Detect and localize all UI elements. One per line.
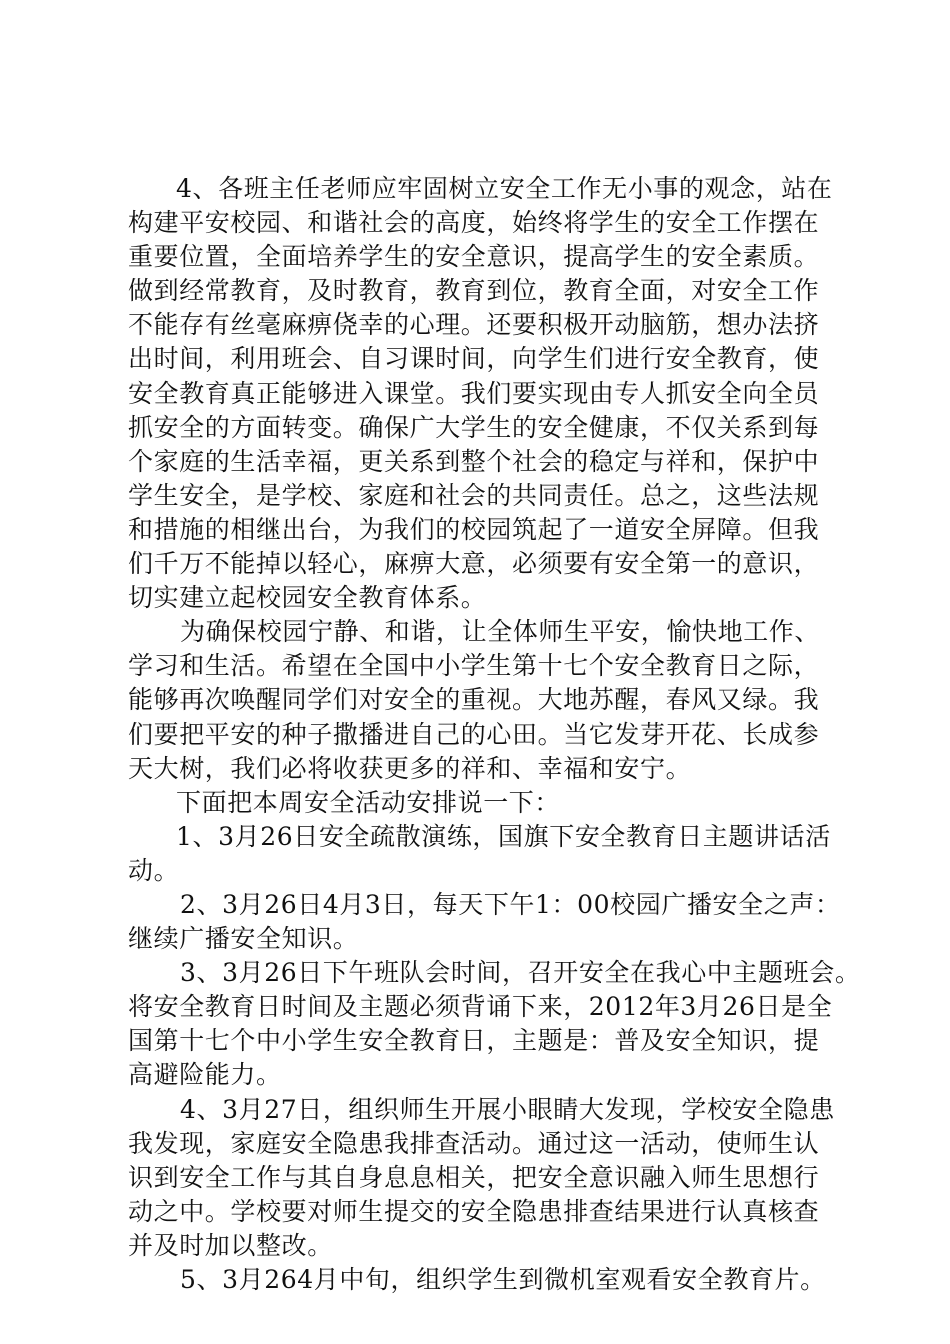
text-line: 1、3月26日安全疏散演练，国旗下安全教育日主题讲话活 bbox=[176, 821, 831, 851]
text-line: 国第十七个中小学生安全教育日，主题是：普及安全知识，提 bbox=[128, 1026, 820, 1056]
text-line: 切实建立起校园安全教育体系。 bbox=[128, 583, 487, 613]
text-line: 4、各班主任老师应牢固树立安全工作无小事的观念，站在 bbox=[176, 174, 833, 203]
text-line: 天大树，我们必将收获更多的祥和、幸福和安宁。 bbox=[128, 753, 692, 783]
text-line: 和措施的相继出台，为我们的校园筑起了一道安全屏障。但我 bbox=[128, 514, 820, 544]
text-line: 安全教育真正能够进入课堂。我们要实现由专人抓安全向全员 bbox=[128, 378, 820, 408]
text-line: 动之中。学校要对师生提交的安全隐患排查结果进行认真核查 bbox=[128, 1196, 820, 1226]
text-line: 能够再次唤醒同学们对安全的重视。大地苏醒，春风又绿。我 bbox=[128, 685, 820, 715]
text-line: 们千万不能掉以轻心，麻痹大意，必须要有安全第一的意识， bbox=[128, 549, 820, 579]
text-line: 3、3月26日下午班队会时间，召开安全在我心中主题班会。 bbox=[180, 958, 861, 988]
text-line: 抓安全的方面转变。确保广大学生的安全健康，不仅关系到每 bbox=[128, 412, 820, 442]
document-body bbox=[128, 172, 861, 1297]
text-line: 出时间，利用班会、自习课时间，向学生们进行安全教育，使 bbox=[128, 344, 820, 374]
text-line: 做到经常教育，及时教育，教育到位，教育全面，对安全工作 bbox=[128, 276, 820, 306]
text-line: 学生安全，是学校、家庭和社会的共同责任。总之，这些法规 bbox=[128, 480, 820, 510]
text-line: 高避险能力。 bbox=[128, 1060, 282, 1090]
text-line: 学习和生活。希望在全国中小学生第十七个安全教育日之际， bbox=[128, 651, 820, 681]
text-line: 为确保校园宁静、和谐，让全体师生平安，愉快地工作、 bbox=[180, 617, 821, 647]
text-line: 识到安全工作与其自身息息相关，把安全意识融入师生思想行 bbox=[128, 1162, 820, 1192]
text-line: 个家庭的生活幸福，更关系到整个社会的稳定与祥和，保护中 bbox=[128, 446, 820, 476]
text-line: 们要把平安的种子撒播进自己的心田。当它发芽开花、长成参 bbox=[128, 719, 820, 749]
text-line: 2、3月26日4月3日，每天下午1：00校园广播安全之声： bbox=[180, 889, 841, 919]
text-line: 动。 bbox=[128, 855, 180, 885]
text-line: 将安全教育日时间及主题必须背诵下来，2012年3月26日是全 bbox=[128, 992, 833, 1022]
text-line: 4、3月27日，组织师生开展小眼睛大发现，学校安全隐患 bbox=[180, 1094, 835, 1124]
text-line: 下面把本周安全活动安排说一下： bbox=[176, 787, 561, 817]
text-line: 继续广播安全知识。 bbox=[128, 924, 359, 954]
text-line: 重要位置，全面培养学生的安全意识，提高学生的安全素质。 bbox=[128, 242, 820, 272]
text-line: 并及时加以整改。 bbox=[128, 1230, 333, 1260]
text-line: 5、3月264月中旬，组织学生到微机室观看安全教育片。 bbox=[180, 1265, 826, 1294]
text-line: 我发现，家庭安全隐患我排查活动。通过这一活动，使师生认 bbox=[128, 1128, 820, 1158]
text-line: 构建平安校园、和谐社会的高度，始终将学生的安全工作摆在 bbox=[128, 208, 820, 238]
text-line: 不能存有丝毫麻痹侥幸的心理。还要积极开动脑筋，想办法挤 bbox=[128, 310, 820, 340]
